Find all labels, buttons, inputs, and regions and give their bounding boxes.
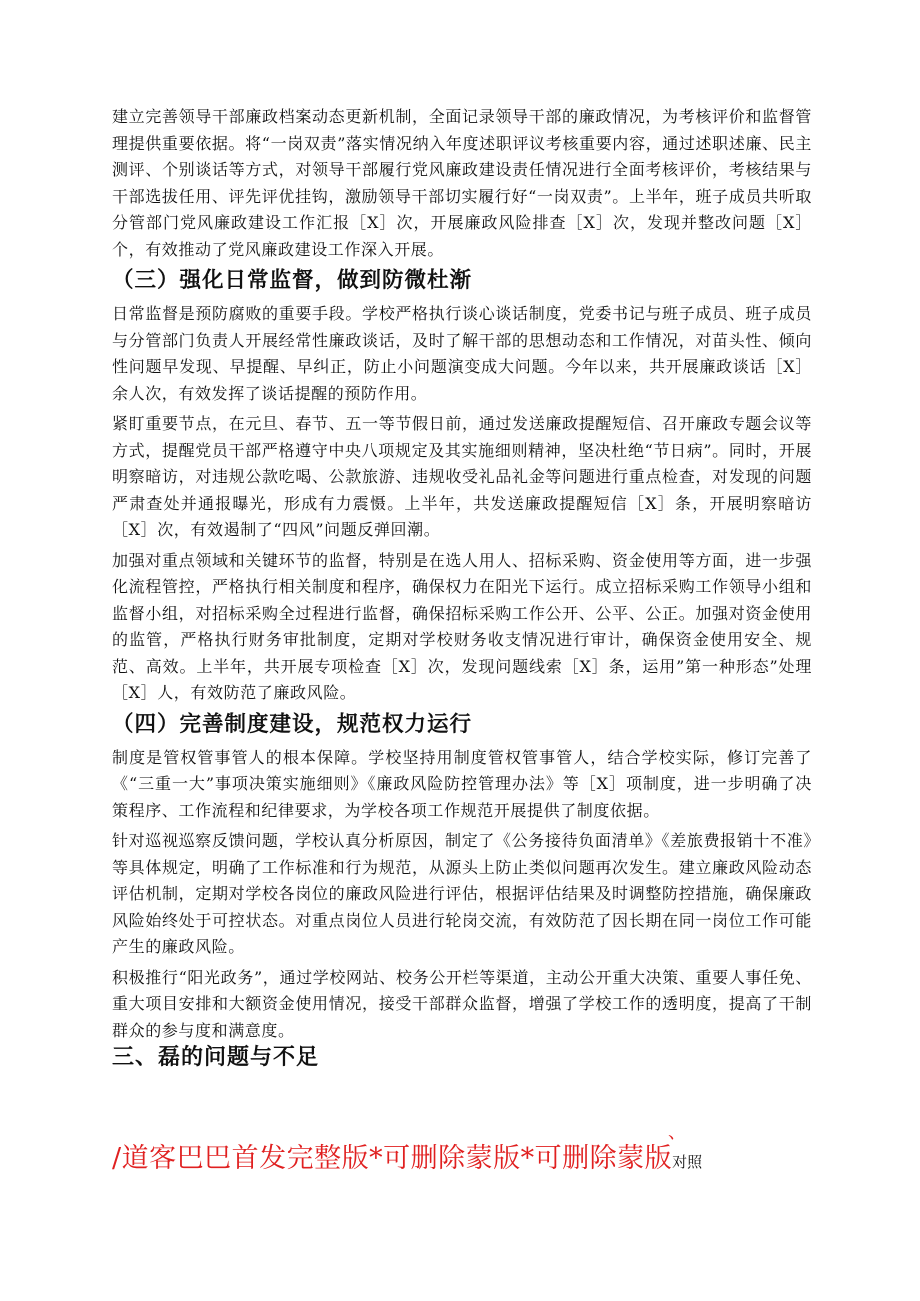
paragraph: 日常监督是预防腐败的重要手段。学校严格执行谈心谈话制度，党委书记与班子成员、班子成员与分管部门负责人开展经常性廉政谈话，及时了解干部的思想动态和工作情况，对苗头性、倾向性问题早发现、早提醒、早纠正，防止小问题演变成大问题。今年以来，共开展廉政谈话［X］余人次，有效发挥了谈话提醒的预防作用。 [112, 304, 812, 403]
document-body [112, 104, 812, 1070]
paragraph: 积极推行“阳光政务”，通过学校网站、校务公开栏等渠道，主动公开重大决策、重要人事任免、重大项目安排和大额资金使用情况，接受干部群众监督，增强了学校工作的透明度，提高了干制群众的参与度和满意度。 [112, 967, 812, 1040]
paragraph: 针对巡视巡察反馈问题，学校认真分析原因，制定了《公务接待负面清单》《差旅费报销十不准》等具体规定，明确了工作标准和行为规范，从源头上防止类似问题再次发生。建立廉政风险动态评估机制，定期对学校各岗位的廉政风险进行评估，根据评估结果及时调整防控措施，确保廉政风险始终处于可控状态。对重点岗位人员进行轮岗交流，有效防范了因长期在同一岗位工作可能产生的廉政风险。 [112, 831, 812, 956]
heading-3: （三）强化日常监督，做到防微杜渐 [112, 268, 473, 293]
paragraph: 紧盯重要节点，在元旦、春节、五一等节假日前，通过发送廉政提醒短信、召开廉政专题会议等方式，提醒党员干部严格遵守中央八项规定及其实施细则精神，坚决杜绝“节日病”。同时，开展明察暗访，对违规公款吃喝、公款旅游、违规收受礼品礼金等问题进行重点检查，对发现的问题严肃查处并通报曝光，形成有力震慑。上半年，共发送廉政提醒短信［X］条，开展明察暗访［X］次，有效遏制了“四风”问题反弹回潮。 [112, 414, 812, 539]
paragraph: 建立完善领导干部廉政档案动态更新机制，全面记录领导干部的廉政情况，为考核评价和监督管理提供重要依据。将“一岗双责”落实情况纳入年度述职评议考核重要内容，通过述职述廉、民主测评、个别谈话等方式，对领导干部履行党风廉政建设责任情况进行全面考核评价，考核结果与干部选拔任用、评先评优挂钩，激励领导干部切实履行好“一岗双责”。上半年，班子成员共听取分管部门党风廉政建设工作汇报［X］次，开展廉政风险排查［X］次，发现并整改问题［X］个，有效推动了党风廉政建设工作深入开展。 [112, 107, 812, 259]
watermark-text: /道客巴巴首发完整版*可删除蒙版*可删除蒙版 [112, 1143, 673, 1174]
red-mark: 、 [668, 1122, 686, 1143]
heading-4: （四）完善制度建设，规范权力运行 [112, 711, 473, 737]
paragraph: 加强对重点领域和关键环节的监督，特别是在选人用人、招标采购、资金使用等方面，进一步强化流程管控，严格执行相关制度和程序，确保权力在阳光下运行。成立招标采购工作领导小组和监督小组，对招标采购全过程进行监督，确保招标采购工作公开、公平、公正。加强对资金使用的监管，严格执行财务审批制度，定期对学校财务收支情况进行审计，确保资金使用安全、规范、高效。上半年，共开展专项检查［X］次，发现问题线索［X］条，运用”第一种形态”处理［X］人，有效防范了廉政风险。 [112, 550, 812, 702]
section-heading: 三、磊的问题与不足 [112, 1044, 320, 1070]
watermark-banner [112, 1136, 702, 1175]
banner-tail: 对照 [672, 1153, 703, 1171]
paragraph: 制度是管权管事管人的根本保障。学校坚持用制度管权管事管人，结合学校实际，修订完善了《“三重一大”事项决策实施细则》《廉政风险防控管理办法》等［X］项制度，进一步明确了决策程序、工作流程和纪律要求，为学校各项工作规范开展提供了制度依据。 [112, 747, 812, 820]
